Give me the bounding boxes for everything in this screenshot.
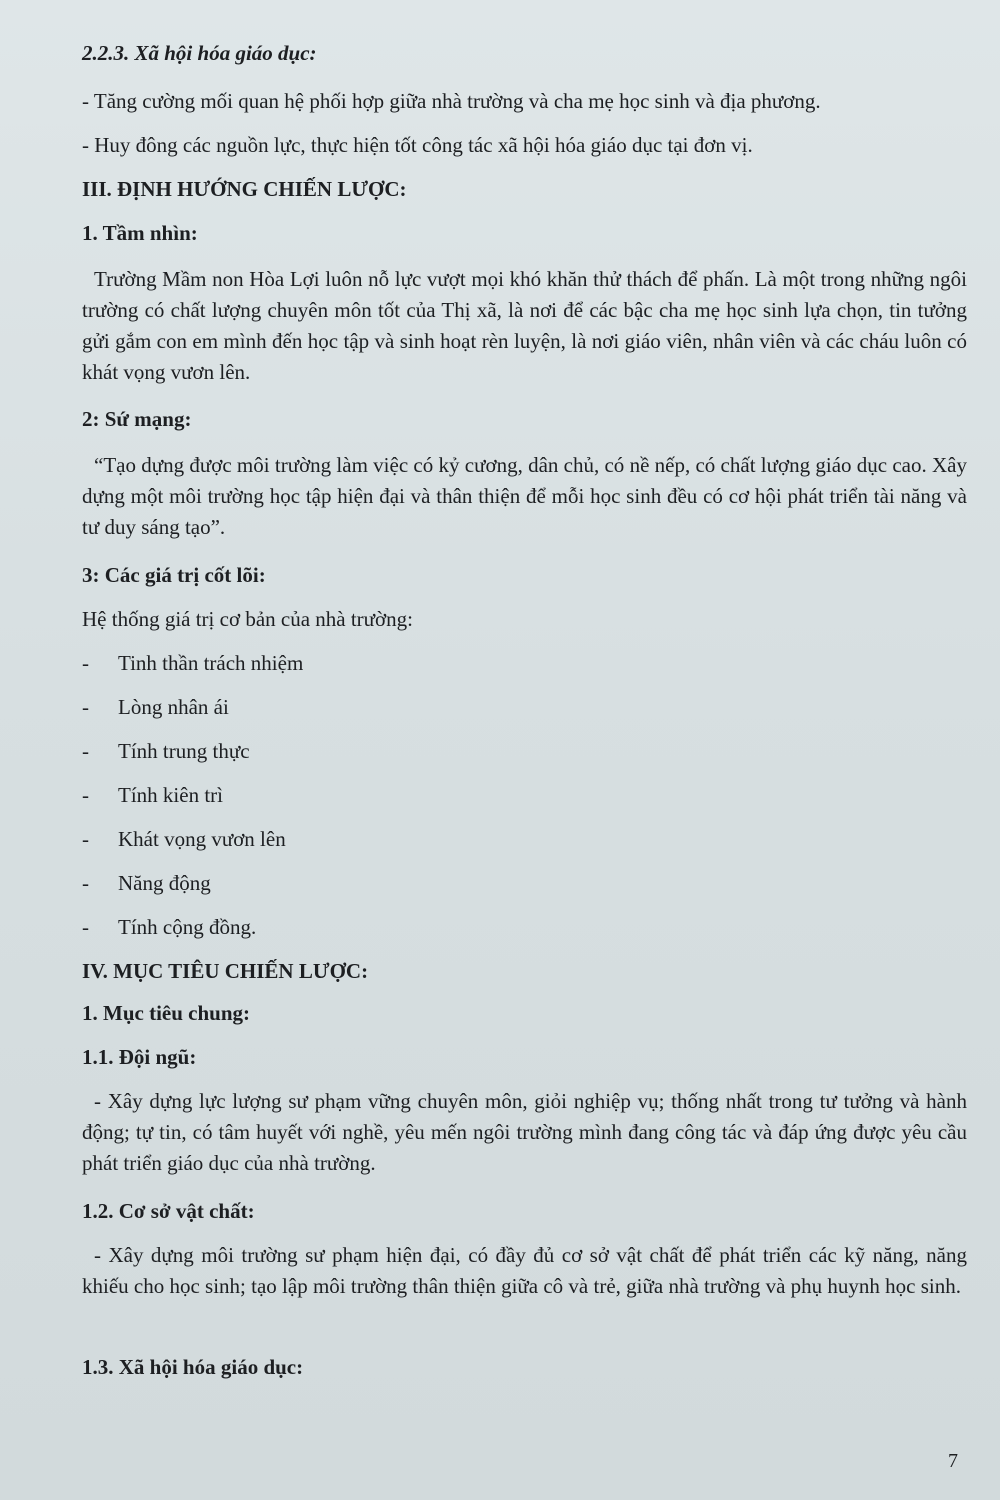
value-text: Lòng nhân ái bbox=[118, 695, 229, 719]
value-text: Tính trung thực bbox=[118, 739, 250, 763]
list-dash: - bbox=[82, 783, 89, 807]
section-2-2-3-heading: 2.2.3. Xã hội hóa giáo dục: bbox=[82, 41, 317, 65]
section-iv-heading: IV. MỤC TIÊU CHIẾN LƯỢC: bbox=[82, 959, 369, 983]
value-text: Tính cộng đồng. bbox=[118, 915, 257, 939]
list-dash: - bbox=[82, 915, 89, 939]
list-dash: - bbox=[82, 871, 89, 895]
vision-paragraph: Trường Mầm non Hòa Lợi luôn nỗ lực vượt mọi khó khăn thử thách để phấn. Là một trong những ngôi trường có chất lượng chuyên môn tốt của Thị xã, là nơi để các bậc cha mẹ học sinh lựa chọn, tin tưởng gửi gắm con em mình đến học tập và sinh hoạt rèn luyện, là nơi giáo viên, nhân viên và các cháu luôn có khát vọng vươn lên. bbox=[82, 267, 967, 384]
mission-heading: 2: Sứ mạng: bbox=[82, 407, 192, 431]
list-dash: - bbox=[82, 739, 89, 763]
section-2-2-3-item-2: - Huy đông các nguồn lực, thực hiện tốt công tác xã hội hóa giáo dục tại đơn vị. bbox=[82, 133, 753, 157]
list-dash: - bbox=[82, 695, 89, 719]
staff-paragraph: - Xây dựng lực lượng sư phạm vững chuyên môn, giỏi nghiệp vụ; thống nhất trong tư tưởng và hành động; tự tin, có tâm huyết với nghề, yêu mến ngôi trường mình đang công tác và đáp ứng được yêu cầu phát triển giáo dục của nhà trường. bbox=[82, 1089, 967, 1175]
section-2-2-3-item-1: - Tăng cường mối quan hệ phối hợp giữa nhà trường và cha mẹ học sinh và địa phương. bbox=[82, 89, 821, 113]
facilities-paragraph: - Xây dựng môi trường sư phạm hiện đại, có đầy đủ cơ sở vật chất để phát triển các kỹ năng, năng khiếu cho học sinh; tạo lập môi trường thân thiện giữa cô và trẻ, giữa nhà trường và phụ huynh học sinh. bbox=[82, 1243, 967, 1298]
list-dash: - bbox=[82, 651, 89, 675]
section-iii-heading: III. ĐỊNH HƯỚNG CHIẾN LƯỢC: bbox=[82, 177, 407, 201]
value-text: Tinh thần trách nhiệm bbox=[118, 651, 304, 675]
socialization-heading: 1.3. Xã hội hóa giáo dục: bbox=[82, 1355, 304, 1379]
value-text: Khát vọng vươn lên bbox=[118, 827, 286, 851]
value-text: Năng động bbox=[118, 871, 211, 895]
staff-heading: 1.1. Đội ngũ: bbox=[82, 1045, 197, 1069]
core-values-intro: Hệ thống giá trị cơ bản của nhà trường: bbox=[82, 607, 413, 631]
mission-paragraph: “Tạo dựng được môi trường làm việc có kỷ cương, dân chủ, có nề nếp, có chất lượng giáo dục cao. Xây dựng một môi trường học tập hiện đại và thân thiện để mỗi học sinh đều có cơ hội phát triển tài năng và tư duy sáng tạo”. bbox=[82, 453, 967, 539]
vision-heading: 1. Tầm nhìn: bbox=[82, 221, 198, 245]
facilities-heading: 1.2. Cơ sở vật chất: bbox=[82, 1199, 255, 1223]
core-values-heading: 3: Các giá trị cốt lõi: bbox=[82, 563, 266, 587]
page-number: 7 bbox=[948, 1450, 958, 1472]
list-dash: - bbox=[82, 827, 89, 851]
value-text: Tính kiên trì bbox=[118, 783, 223, 807]
general-goal-heading: 1. Mục tiêu chung: bbox=[82, 1001, 250, 1025]
